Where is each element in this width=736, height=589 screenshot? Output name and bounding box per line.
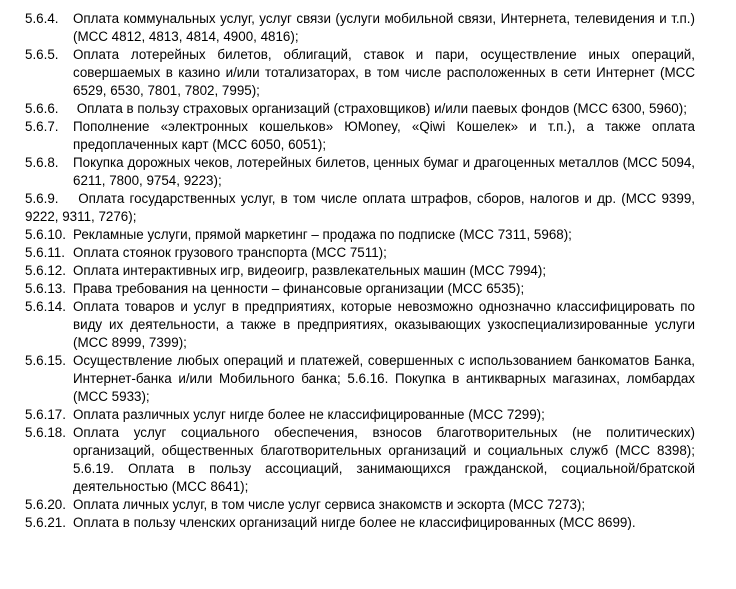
item-text: Оплата государственных услуг, в том числе оплата штрафов, сборов, налогов и др. (МСС 9399, 9222, 9311, 7276);	[25, 191, 695, 224]
list-item	[25, 154, 695, 190]
list-item	[25, 298, 695, 352]
list-item	[25, 424, 695, 496]
list-item	[25, 244, 695, 262]
item-text: Оплата услуг социального обеспечения, взносов благотворительных (не политических) организаций, общественных благотворительных организаций и социальных служб (МСС 8398); 5.6.19. Оплата в пользу ассоциаций, занимающихся гражданской, социальной/братской деятельностью (МСС 8641);	[73, 425, 695, 494]
item-number: 5.6.10.	[25, 227, 66, 242]
item-number: 5.6.14.	[25, 299, 66, 314]
item-text: Оплата интерактивных игр, видеоигр, развлекательных машин (МСС 7994);	[73, 263, 547, 278]
item-text: Оплата коммунальных услуг, услуг связи (услуги мобильной связи, Интернета, телевидения и т.п.) (МСС 4812, 4813, 4814, 4900, 4816);	[73, 11, 695, 44]
item-text: Оплата стоянок грузового транспорта (МСС 7511);	[73, 245, 387, 260]
list-item	[25, 262, 695, 280]
list-item	[25, 406, 695, 424]
item-text: Оплата в пользу членских организаций нигде более не классифицированных (МСС 8699).	[73, 515, 636, 530]
item-number: 5.6.13.	[25, 281, 66, 296]
item-number: 5.6.11.	[25, 245, 65, 260]
item-number: 5.6.20.	[25, 497, 66, 512]
list-item	[25, 10, 695, 46]
item-number: 5.6.15.	[25, 353, 66, 368]
item-number: 5.6.4.	[25, 11, 59, 26]
list-item	[25, 496, 695, 514]
item-text: Оплата личных услуг, в том числе услуг сервиса знакомств и эскорта (МСС 7273);	[73, 497, 586, 512]
list-item	[25, 100, 695, 118]
list-item	[25, 46, 695, 100]
item-text: Оплата различных услуг нигде более не классифицированные (МСС 7299);	[73, 407, 545, 422]
item-text: Рекламные услуги, прямой маркетинг – продажа по подписке (МСС 7311, 5968);	[73, 227, 572, 242]
item-number: 5.6.8.	[25, 155, 59, 170]
item-number: 5.6.21.	[25, 515, 66, 530]
item-text: Покупка дорожных чеков, лотерейных билетов, ценных бумаг и драгоценных металлов (МСС 5094, 6211, 7800, 9754, 9223);	[73, 155, 695, 188]
list-item	[25, 226, 695, 244]
item-number: 5.6.9.	[25, 191, 59, 206]
item-text: Пополнение «электронных кошельков» ЮMoney, «Qiwi Кошелек» и т.п.), а также оплата предоплаченных карт (МСС 6050, 6051);	[73, 119, 695, 152]
item-number: 5.6.18.	[25, 425, 66, 440]
list-item	[25, 190, 695, 226]
item-number: 5.6.17.	[25, 407, 66, 422]
item-text: Права требования на ценности – финансовые организации (МСС 6535);	[73, 281, 525, 296]
list-item	[25, 352, 695, 406]
item-number: 5.6.7.	[25, 119, 59, 134]
list-item	[25, 280, 695, 298]
item-text: Оплата в пользу страховых организаций (страховщиков) и/или паевых фондов (МСС 6300, 5960);	[76, 101, 687, 116]
item-number: 5.6.12.	[25, 263, 66, 278]
list-item	[25, 118, 695, 154]
item-text: Осуществление любых операций и платежей, совершенных с использованием банкоматов Банка, Интернет-банка и/или Мобильного банка; 5.6.16. Покупка в антикварных магазинах, ломбардах (МСС 5933);	[73, 353, 695, 404]
item-number: 5.6.6.	[25, 101, 59, 116]
document-body	[25, 10, 695, 532]
list-item	[25, 514, 695, 532]
item-text: Оплата лотерейных билетов, облигаций, ставок и пари, осуществление иных операций, совершаемых в казино и/или тотализаторах, в том числе расположенных в сети Интернет (МСС 6529, 6530, 7801, 7802, 7995);	[73, 47, 695, 98]
item-text: Оплата товаров и услуг в предприятиях, которые невозможно однозначно классифицировать по виду их деятельности, а также в предприятиях, оказывающих узкоспециализированные услуги (МСС 8999, 7399);	[73, 299, 695, 350]
item-number: 5.6.5.	[25, 47, 59, 62]
